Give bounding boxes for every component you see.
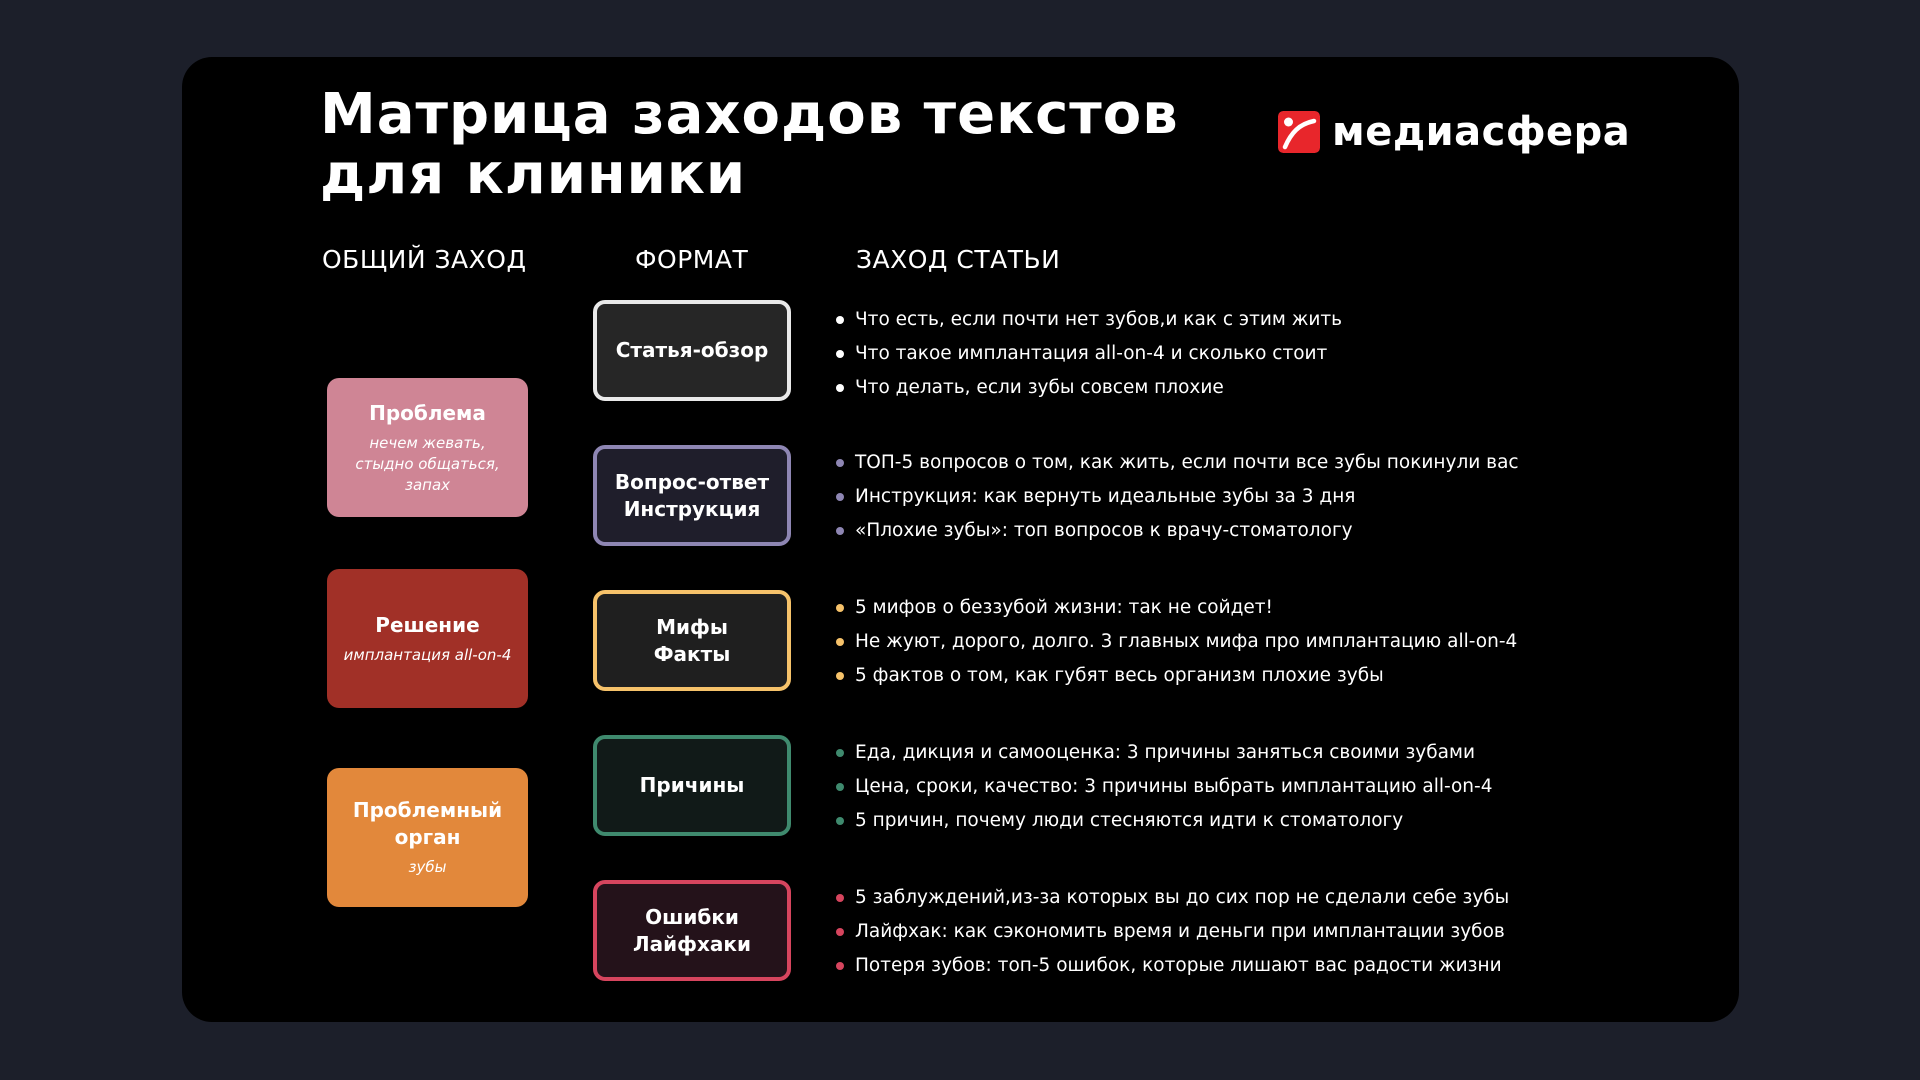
list-item: Потеря зубов: топ-5 ошибок, которые лишают вас радости жизни xyxy=(835,949,1715,983)
approach-card-problem xyxy=(327,378,528,517)
list-item: Что есть, если почти нет зубов,и как с этим жить xyxy=(835,303,1715,337)
list-item: Не жуют, дорого, долго. 3 главных мифа про имплантацию all-on-4 xyxy=(835,625,1715,659)
list-item: Лайфхак: как сэкономить время и деньги при имплантации зубов xyxy=(835,915,1715,949)
list-item: 5 причин, почему люди стесняются идти к стоматологу xyxy=(835,804,1715,838)
brand xyxy=(1278,109,1630,155)
list-item: Цена, сроки, качество: 3 причины выбрать имплантацию all-on-4 xyxy=(835,770,1715,804)
approach-card-problem-organ xyxy=(327,768,528,907)
slide-title xyxy=(320,82,1240,207)
list-item: «Плохие зубы»: топ вопросов к врачу-стоматологу xyxy=(835,514,1715,548)
format-label: Вопрос-ответ xyxy=(614,469,770,494)
brand-name: медиасфера xyxy=(1332,109,1631,155)
list-item: ТОП-5 вопросов о том, как жить, если почти все зубы покинули вас xyxy=(835,446,1715,480)
list-item: Инструкция: как вернуть идеальные зубы за 3 дня xyxy=(835,480,1715,514)
format-label: Причины xyxy=(639,773,745,797)
list-item: 5 заблуждений,из-за которых вы до сих пор не сделали себе зубы xyxy=(835,881,1715,915)
approach-card-solution xyxy=(327,569,528,708)
format-label-2: Лайфхаки xyxy=(633,931,751,956)
column-header-article: ЗАХОД СТАТЬИ xyxy=(856,245,1061,274)
list-item: Что делать, если зубы совсем плохие xyxy=(835,371,1715,405)
format-card-review xyxy=(593,300,791,401)
approach-subtitle: имплантация all-on-4 xyxy=(343,645,512,664)
slide-title-line-1: Матрица заходов текстов xyxy=(320,82,1179,147)
approach-title: Решение xyxy=(375,612,480,637)
format-label-2: Инструкция xyxy=(623,496,761,521)
topic-list-myths xyxy=(835,591,1715,693)
slide-card xyxy=(182,57,1739,1022)
approach-title: Проблема xyxy=(369,400,486,425)
mediasfera-logo-icon xyxy=(1278,111,1320,153)
column-header-approach: ОБЩИЙ ЗАХОД xyxy=(322,245,527,274)
format-card-qa xyxy=(593,445,791,546)
format-label: Мифы xyxy=(656,614,728,639)
slide-title-line-2: для клиники xyxy=(320,142,747,207)
format-label: Статья-обзор xyxy=(615,338,769,362)
format-label-2: Факты xyxy=(653,641,731,666)
approach-subtitle: зубы xyxy=(408,858,447,876)
topic-list-qa xyxy=(835,446,1715,548)
list-item: Что такое имплантация all-on-4 и сколько стоит xyxy=(835,337,1715,371)
format-card-myths xyxy=(593,590,791,691)
format-card-reasons xyxy=(593,735,791,836)
format-label: Ошибки xyxy=(645,904,739,929)
approach-title: Проблемный орган xyxy=(352,798,503,849)
format-card-mistakes xyxy=(593,880,791,981)
topic-list-reasons xyxy=(835,736,1715,838)
list-item: 5 фактов о том, как губят весь организм плохие зубы xyxy=(835,659,1715,693)
column-header-format: ФОРМАТ xyxy=(635,245,749,274)
list-item: 5 мифов о беззубой жизни: так не сойдет! xyxy=(835,591,1715,625)
topic-list-mistakes xyxy=(835,881,1715,983)
approach-subtitle: нечем жевать, стыдно общаться, запах xyxy=(355,433,500,494)
topic-list-review xyxy=(835,303,1715,405)
list-item: Еда, дикция и самооценка: 3 причины заняться своими зубами xyxy=(835,736,1715,770)
